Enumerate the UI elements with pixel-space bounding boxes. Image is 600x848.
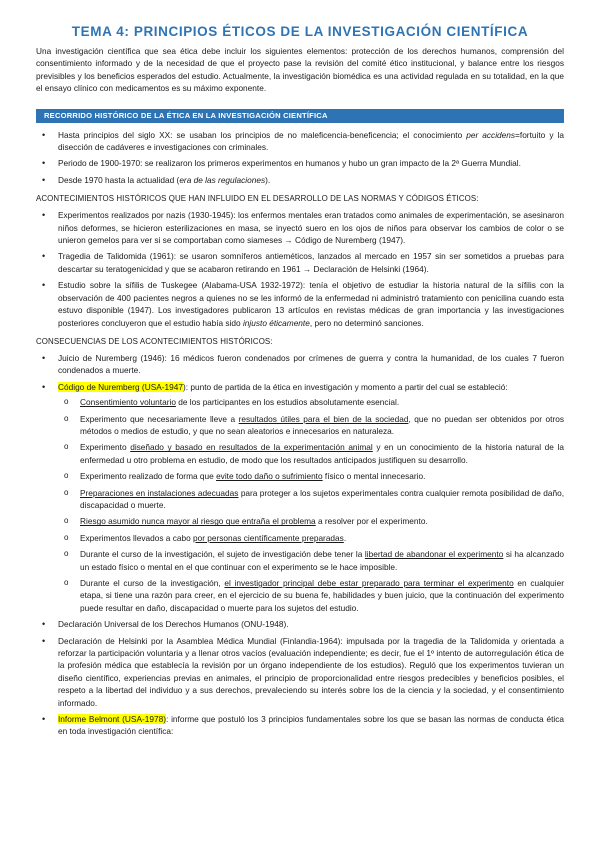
- text: Estudio sobre la sífilis de Tuskegee (Alabama-USA 1932-1972): tenía el objetivo de estudiar la historia natural de la sífilis con la observación de 400 pacientes negros a quienes no se les informó de la enfermedad ni administró tratamiento con penicilina cuando esta estuvo disponible (1947). Los investigadores publicaron 13 artículos en revistas médicas de gran importancia y las investigaciones posteriores concluyeron que el estudio había sido: [58, 280, 564, 328]
- list-item: [36, 129, 564, 154]
- list-item: [36, 157, 564, 169]
- text: físico o mental innecesario.: [322, 471, 426, 482]
- underlined-text: Preparaciones en instalaciones adecuadas: [80, 487, 239, 498]
- underlined-text: por personas científicamente preparadas: [193, 532, 344, 543]
- text: .: [343, 532, 347, 543]
- italic-text: injusto éticamente: [242, 317, 310, 328]
- underlined-text: Consentimiento voluntario: [80, 397, 176, 408]
- italic-text: era de las regulaciones: [179, 174, 266, 185]
- text: ).: [265, 174, 271, 185]
- nuremberg-sublist: [58, 396, 564, 614]
- sub-list-item: [58, 515, 564, 527]
- text: , que no puedan ser obtenidos por otros métodos o medios de estudio, y que no sean aleatorios e innecesarios en naturaleza.: [80, 413, 564, 436]
- text: Hasta principios del siglo XX: se usaban los principios de no maleficencia-beneficencia; el conocimiento: [58, 129, 467, 140]
- highlighted-text: Informe Belmont (USA-1978): [58, 714, 166, 725]
- underlined-text: libertad de abandonar el experimento: [364, 549, 504, 560]
- text: : informe que postuló los 3 principios fundamentales sobre los que se basan las normas de conducta ética en toda investigación científica:: [58, 714, 564, 737]
- underlined-text: resultados útiles para el bien de la sociedad: [238, 413, 409, 424]
- sub-list-item: [58, 413, 564, 438]
- text: Tragedia de Talidomida (1961): se usaron somníferos antieméticos, lanzados al mercado en 1957 sin ser sometidos a pruebas para descartar su teratogenicidad y que se acabaron retirando en 1961 → Declaración de Helsinki (1964).: [58, 251, 564, 274]
- text: Durante el curso de la investigación, el sujeto de investigación debe tener la: [80, 549, 365, 560]
- text: , pero no determinó sanciones.: [309, 317, 424, 328]
- sub-list-item: [58, 532, 564, 544]
- list-item: [36, 381, 564, 615]
- text: =fortuito y la disección de cadáveres e investigaciones con criminales.: [58, 129, 564, 153]
- sub-list-item: [58, 577, 564, 614]
- text: a resolver por el experimento.: [315, 516, 428, 527]
- text: Durante el curso de la investigación,: [80, 578, 225, 588]
- sub-list-item: [58, 470, 564, 482]
- events-list: [36, 209, 564, 329]
- list-item: [36, 174, 564, 186]
- text: y en un conocimiento de la historia natural de la enfermedad u otro problema en estudio, de modo que los resultados anticipados justifiquen su desarrollo.: [80, 442, 564, 465]
- underlined-text: Riesgo asumido nunca mayor al riesgo que entraña el problema: [80, 516, 316, 527]
- list-item: [36, 279, 564, 329]
- underlined-text: el investigador principal debe estar preparado para terminar el experimento: [224, 578, 514, 588]
- text: Juicio de Nuremberg (1946): 16 médicos fueron condenados por crímenes de guerra y contra la humanidad, de los cuales 7 fueron condenados a muerte.: [58, 352, 564, 376]
- text: de los participantes en los estudios absolutamente esencial.: [175, 397, 400, 408]
- page-title: TEMA 4: PRINCIPIOS ÉTICOS DE LA INVESTIGACIÓN CIENTÍFICA: [71, 24, 529, 39]
- text: para proteger a los sujetos experimentales contra cualquier remota posibilidad de daño, discapacidad o muerte.: [80, 487, 564, 510]
- list-item: [36, 713, 564, 738]
- text: Declaración de Helsinki por la Asamblea Médica Mundial (Finlandia-1964): impulsada por la tragedia de la Talidomida y orientada a reforzar la participación voluntaria y a llenar otros vacíos (evaluación independiente; es decir, fue el 1º intento de autorregulación ética de la profesión médica que establecía la revisión por un órgano independiente de los estudios). Reguló que los experimentos tuvieran un diseño científico, experiencias previas en animales, el principio de proporcionalidad entre riesgos predecibles y beneficios posibles, el respeto a la libertad del individuo y a sus derechos, prevaleciendo su interés sobre los de la ciencia y la sociedad, y el consentimiento informado.: [58, 635, 564, 708]
- section-heading-consequences: CONSECUENCIAS DE LOS ACONTECIMIENTOS HISTÓRICOS:: [36, 336, 273, 346]
- underlined-text: evite todo daño o sufrimiento: [216, 471, 323, 482]
- sub-list-item: [58, 396, 564, 408]
- text: en cualquier etapa, si tiene una razón para creer, en el ejercicio de su buena fe, habilidades y buen juicio, que la continuación del experimento puede resultar en daño, discapacidad o muerte para los sujetos del estudio.: [80, 578, 565, 613]
- text: Desde 1970 hasta la actualidad (: [58, 174, 180, 185]
- sub-list-item: [58, 487, 564, 512]
- list-item: [36, 250, 564, 275]
- text: Experimento: [80, 442, 131, 453]
- list-item: [36, 209, 564, 246]
- history-list: [36, 129, 564, 187]
- text: Periodo de 1900-1970: se realizaron los primeros experimentos en humanos y hubo un gran impacto de la 2ª Guerra Mundial.: [58, 158, 521, 169]
- list-item: [36, 352, 564, 377]
- sub-list-item: [58, 548, 564, 573]
- text: Experimentos realizados por nazis (1930-1945): los enfermos mentales eran tratados como animales de experimentación, se asesinaron niños deformes, se hicieron esterilizaciones en masa, se inyectó suero en los ojos de niños para observar los cambios de color o se unieron gemelos para ver si se comportaban como siameses → Código de Nuremberg (1947).: [58, 210, 564, 246]
- text: ): punto de partida de la ética en investigación y momento a partir del cual se estableció:: [182, 381, 508, 392]
- list-item: [36, 635, 564, 709]
- underlined-text: diseñado y basado en resultados de la experimentación animal: [130, 442, 373, 453]
- section-heading-events: ACONTECIMIENTOS HISTÓRICOS QUE HAN INFLUIDO EN EL DESARROLLO DE LAS NORMAS Y CÓDIGOS ÉTICOS:: [36, 194, 479, 204]
- intro-paragraph: Una investigación científica que sea ética debe incluir los siguientes elementos: protección de los derechos humanos, comprensión del consentimiento informado y de la necesidad de que el proyecto pase la revisión del comité ético institucional, y balance entre los riesgos previsibles y los beneficios esperados del estudio. Actualmente, la investigación biomédica es una actividad regulada en su totalidad, en la que el ensayo clínico con medicamentos es su máximo exponente.: [36, 46, 564, 94]
- italic-text: per accidens: [466, 129, 516, 140]
- text: Experimento realizado de forma que: [80, 471, 217, 482]
- list-item: [36, 618, 564, 630]
- section-bar-history: RECORRIDO HISTÓRICO DE LA ÉTICA EN LA INVESTIGACIÓN CIENTÍFICA: [36, 109, 564, 123]
- text: Experimentos llevados a cabo: [80, 532, 193, 543]
- highlighted-text: Código de Nuremberg (USA-1947: [58, 381, 183, 392]
- text: si ha alcanzado un estado físico o mental en el que continuar con el experimento se le hace imposible.: [80, 549, 564, 572]
- text: Declaración Universal de los Derechos Humanos (ONU-1948).: [58, 619, 289, 630]
- text: Experimento que necesariamente lleve a: [80, 413, 239, 424]
- consequences-list: [36, 352, 564, 738]
- sub-list-item: [58, 441, 564, 466]
